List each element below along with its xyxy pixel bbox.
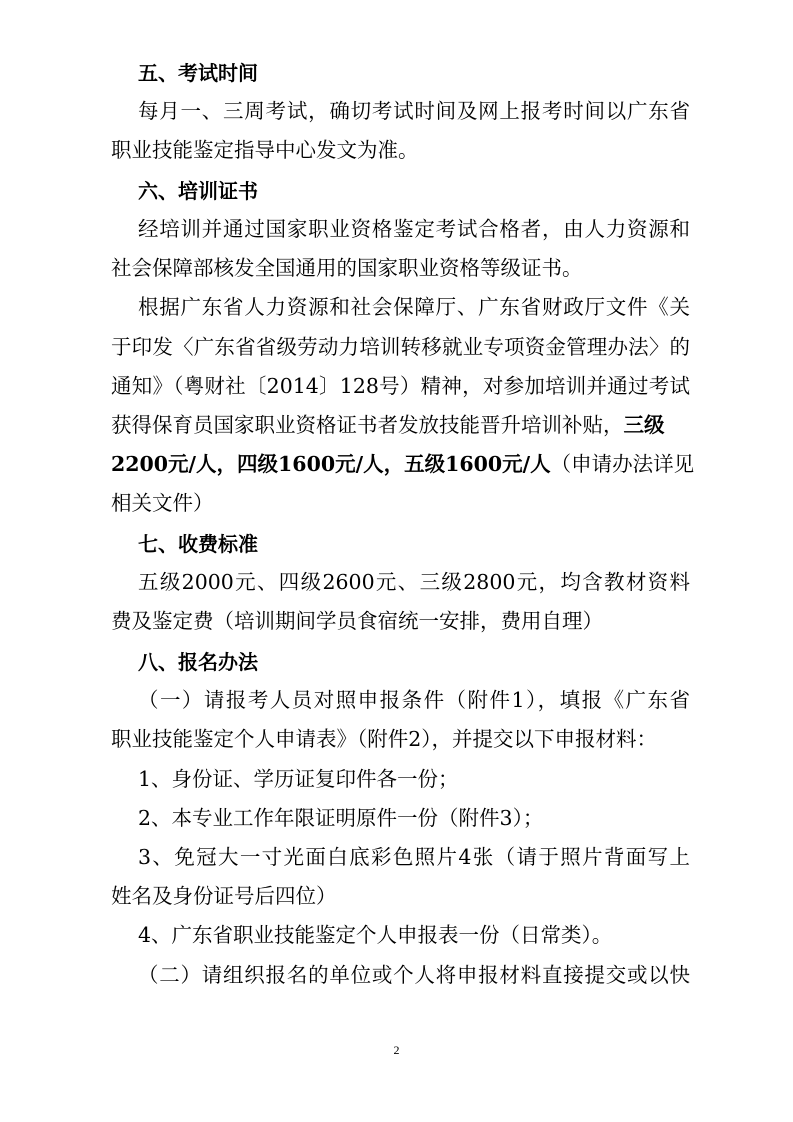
paragraph-line: 五级2000元、四级2600元、三级2800元，均含教材资料	[138, 570, 690, 594]
page-number: 2	[393, 1043, 400, 1057]
material-item-continued: 姓名及身份证号后四位）	[111, 884, 337, 908]
paragraph-line: 费及鉴定费（培训期间学员食宿统一安排，费用自理）	[111, 609, 603, 633]
paragraph-line: 于印发〈广东省省级劳动力培训转移就业专项资金管理办法〉的	[111, 335, 690, 359]
paragraph-line	[111, 412, 665, 438]
paragraph-line: （二）请组织报名的单位或个人将申报材料直接提交或以快	[138, 963, 690, 987]
section-heading-certificate: 六、培训证书	[138, 179, 258, 203]
paragraph-text: （申请办法详见	[550, 452, 695, 476]
section-heading-fees: 七、收费标准	[138, 532, 258, 556]
paragraph-line: 根据广东省人力资源和社会保障厅、广东省财政厅文件《关	[138, 295, 690, 319]
material-item: 1、身份证、学历证复印件各一份；	[138, 767, 459, 791]
paragraph-line: 职业技能鉴定个人申请表》（附件2），并提交以下申报材料：	[111, 727, 658, 751]
paragraph-text: 获得保育员国家职业资格证书者发放技能晋升培训补贴，	[111, 413, 624, 437]
section-heading-exam-time: 五、考试时间	[138, 61, 258, 85]
paragraph-line: （一）请报考人员对照申报条件（附件1），填报《广东省	[138, 688, 690, 712]
material-item: 3、免冠大一寸光面白底彩色照片4张（请于照片背面写上	[138, 845, 690, 869]
material-item: 2、本专业工作年限证明原件一份（附件3）；	[138, 806, 544, 830]
paragraph-line	[111, 451, 694, 477]
material-item: 4、广东省职业技能鉴定个人申报表一份（日常类）。	[138, 923, 613, 947]
subsidy-level3-label: 三级	[623, 413, 665, 437]
paragraph-line: 职业技能鉴定指导中心发文为准。	[111, 138, 419, 162]
paragraph-line: 通知》（粤财社〔2014〕128号）精神，对参加培训并通过考试	[111, 374, 690, 398]
paragraph-line: 相关文件）	[111, 491, 214, 515]
subsidy-amounts: 2200元/人，四级1600元/人，五级1600元/人	[111, 452, 551, 476]
section-heading-registration: 八、报名办法	[138, 650, 258, 674]
paragraph-line: 每月一、三周考试，确切考试时间及网上报考时间以广东省	[138, 99, 690, 123]
paragraph-line: 经培训并通过国家职业资格鉴定考试合格者，由人力资源和	[138, 217, 690, 241]
paragraph-line: 社会保障部核发全国通用的国家职业资格等级证书。	[111, 256, 583, 280]
